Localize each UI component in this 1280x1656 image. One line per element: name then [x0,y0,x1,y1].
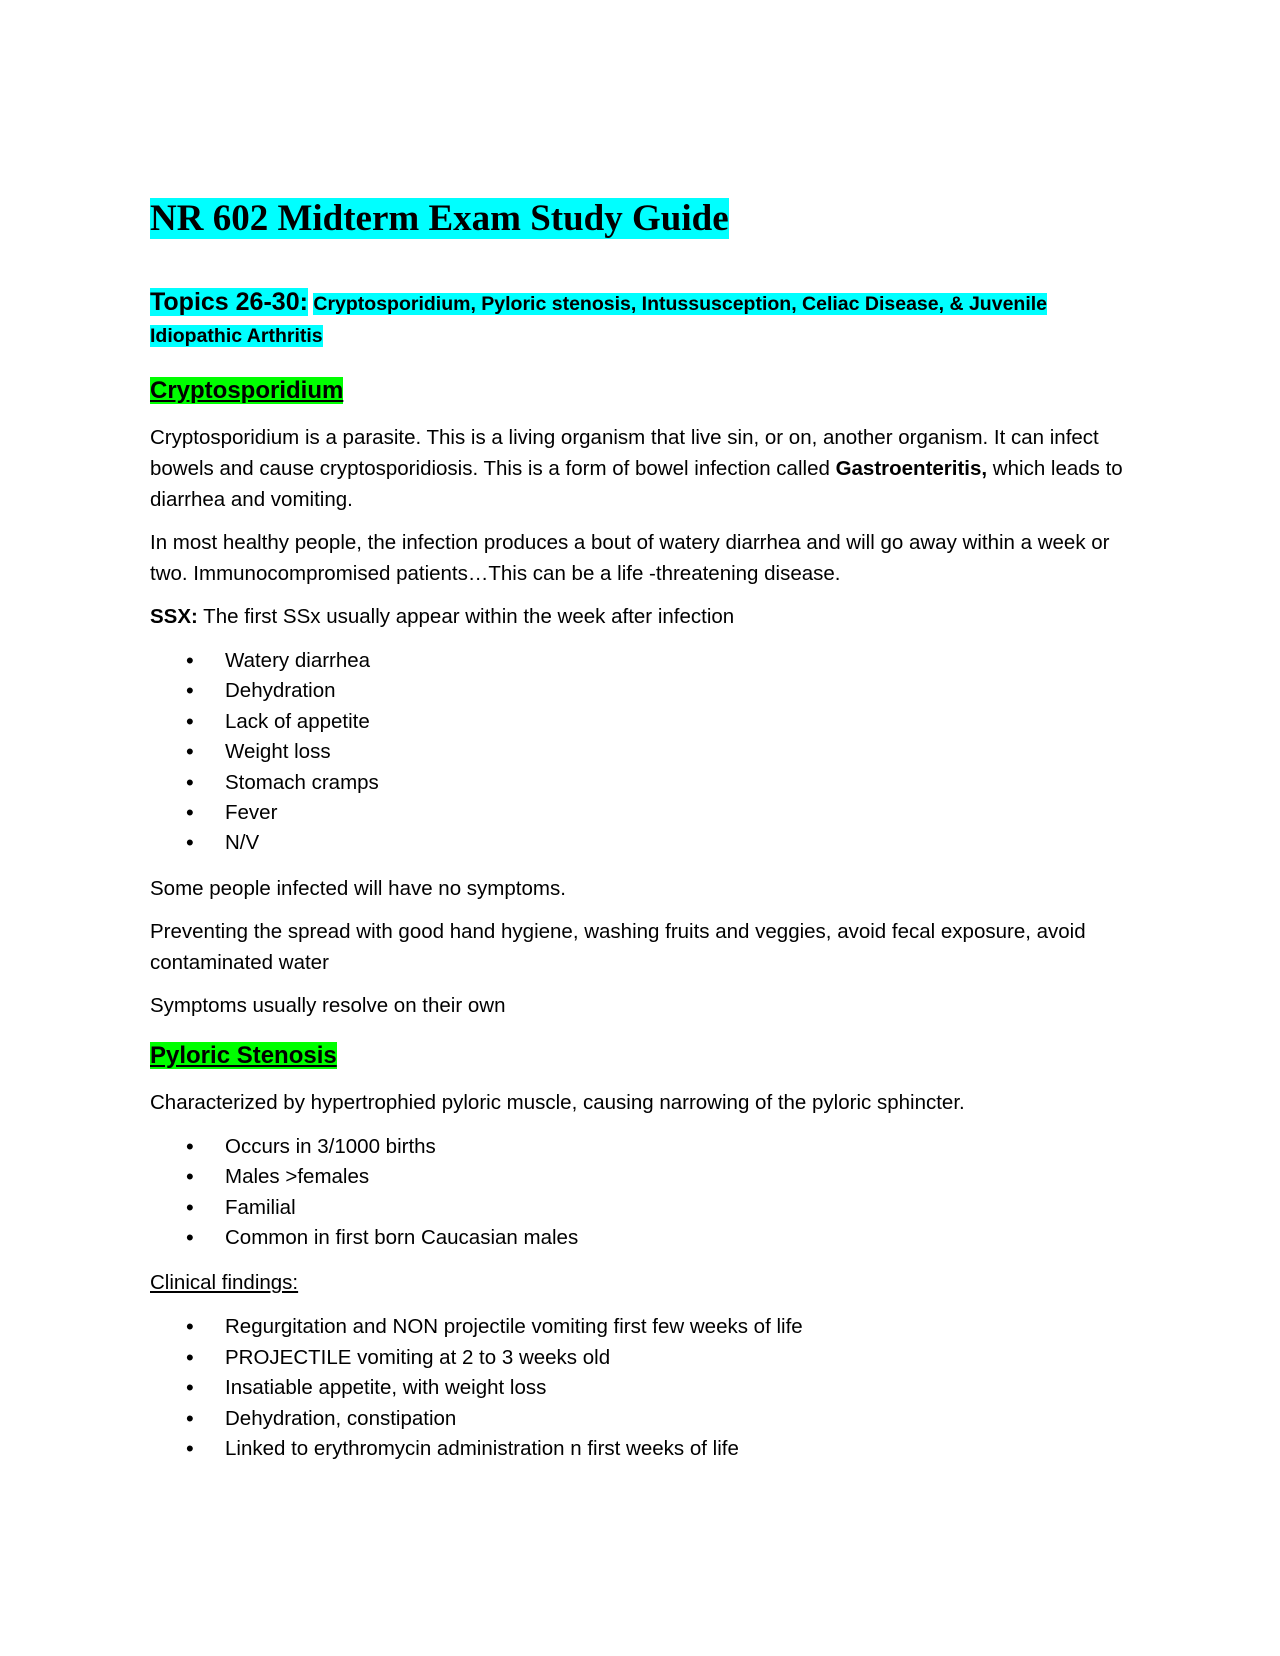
list-item: • Stomach cramps [150,768,1140,798]
crypto-ssx-line [150,601,1140,632]
list-item: • Dehydration, constipation [150,1404,1140,1434]
pyloric-facts-list [150,1132,1140,1254]
list-item: • Occurs in 3/1000 births [150,1132,1140,1162]
ssx-label: SSX: [150,605,198,628]
list-item: • Males >females [150,1162,1140,1192]
crypto-paragraph-4: Preventing the spread with good hand hygiene, washing fruits and veggies, avoid fecal exposure, avoid contaminated water [150,919,1086,974]
crypto-paragraph-2: In most healthy people, the infection produces a bout of watery diarrhea and will go away within a week or two. Immunocompromised patients…This can be a life -threatening disease. [150,531,1110,585]
list-item: • Regurgitation and NON projectile vomiting first few weeks of life [150,1312,1140,1342]
cryptosporidium-heading-text: Cryptosporidium [150,377,344,404]
crypto-p1-end: which leads to diarrhea and vomiting. [150,457,1123,511]
document-page [150,196,1140,1465]
topics-list: Cryptosporidium, Pyloric stenosis, Intussusception, Celiac Disease, & Juvenile Idiopathic Arthritis [150,293,1047,347]
section-heading-pyloric-stenosis [150,1037,1140,1075]
list-item: • Weight loss [150,737,1140,767]
crypto-paragraph-1 [150,422,1140,515]
list-item: • Watery diarrhea [150,646,1140,676]
ssx-text: The first SSx usually appear within the week after infection [197,605,735,628]
list-item: • Familial [150,1193,1140,1223]
symptom-list [150,646,1140,859]
crypto-paragraph-3: Some people infected will have no symptoms. [150,876,566,900]
crypto-p1-start: Cryptosporidium is a parasite. This is a living organism that live sin, or on, another organism. It can infect bowels and cause cryptosporidiosis. This is a form of bowel infection called [150,426,1099,480]
section-heading-cryptosporidium [150,372,1140,410]
clinical-findings-list [150,1312,1140,1464]
list-item: • Insatiable appetite, with weight loss [150,1373,1140,1403]
topics-line [150,286,1140,352]
crypto-p1-bold: Gastroenteritis, [835,457,988,480]
list-item: • Fever [150,798,1140,828]
pyloric-heading-text: Pyloric Stenosis [150,1041,337,1069]
list-item: • Dehydration [150,676,1140,706]
list-item: • N/V [150,828,1140,858]
clinical-findings-label: Clinical findings: [150,1271,299,1295]
list-item: • Linked to erythromycin administration n first weeks of life [150,1434,1140,1464]
list-item: • Lack of appetite [150,707,1140,737]
crypto-paragraph-5: Symptoms usually resolve on their own [150,993,506,1017]
topics-label: Topics 26-30: [150,288,308,316]
pyloric-paragraph-1: Characterized by hypertrophied pyloric muscle, causing narrowing of the pyloric sphincter. [150,1090,965,1114]
list-item: • PROJECTILE vomiting at 2 to 3 weeks old [150,1343,1140,1373]
title-text: NR 602 Midterm Exam Study Guide [150,198,729,239]
list-item: • Common in first born Caucasian males [150,1223,1140,1253]
document-title [150,196,1140,242]
